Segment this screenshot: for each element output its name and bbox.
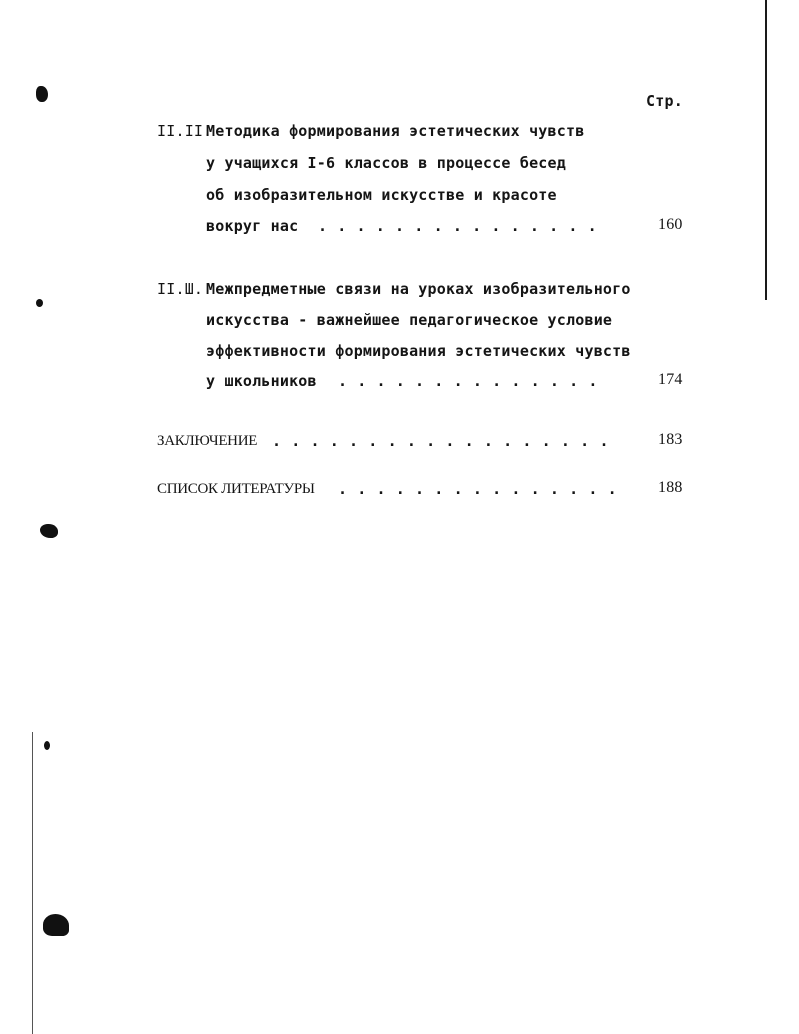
toc-entry-3-page-number: 183 bbox=[658, 431, 683, 448]
toc-entry-2-title-line-2: искусства - важнейшее педагогическое условие bbox=[206, 311, 613, 329]
toc-entry-1-title-line-4: вокруг нас bbox=[206, 217, 299, 235]
scan-blot-2 bbox=[36, 299, 43, 307]
toc-entry-2-title-line-4: у школьников bbox=[206, 372, 317, 390]
toc-entry-2-leader-dots: . . . . . . . . . . . . . . bbox=[338, 372, 599, 390]
toc-entry-4-title: СПИСОК ЛИТЕРАТУРЫ bbox=[157, 481, 315, 497]
toc-entry-3-title: ЗАКЛЮЧЕНИЕ bbox=[157, 433, 258, 449]
scan-blot-3 bbox=[40, 524, 58, 538]
scan-edge-line-left bbox=[32, 732, 33, 1034]
scan-blot-5 bbox=[43, 914, 69, 936]
scan-edge-line-right bbox=[765, 0, 767, 300]
toc-entry-2-number: II.Ш. bbox=[157, 280, 204, 298]
scan-blot-4 bbox=[44, 741, 50, 750]
page-column-label: Стр. bbox=[646, 92, 683, 110]
toc-entry-1-title-line-1: Методика формирования эстетических чувств bbox=[206, 122, 585, 140]
toc-entry-1-number: II.II. bbox=[157, 122, 213, 140]
toc-entry-1-title-line-3: об изобразительном искусстве и красоте bbox=[206, 186, 557, 204]
toc-entry-3-leader-dots: . . . . . . . . . . . . . . . . . . bbox=[272, 432, 610, 450]
scan-blot-1 bbox=[36, 86, 48, 102]
toc-entry-4-leader-dots: . . . . . . . . . . . . . . . bbox=[338, 480, 618, 498]
toc-entry-2-page-number: 174 bbox=[658, 371, 683, 388]
toc-entry-2-title-line-3: эффективности формирования эстетических чувств bbox=[206, 342, 631, 360]
toc-entry-4-page-number: 188 bbox=[658, 479, 683, 496]
toc-entry-1-page-number: 160 bbox=[658, 216, 683, 233]
toc-entry-1-title-line-2: у учащихся I-6 классов в процессе бесед bbox=[206, 154, 566, 172]
toc-entry-2-title-line-1: Межпредметные связи на уроках изобразительного bbox=[206, 280, 631, 298]
toc-entry-1-leader-dots: . . . . . . . . . . . . . . . bbox=[318, 217, 598, 235]
